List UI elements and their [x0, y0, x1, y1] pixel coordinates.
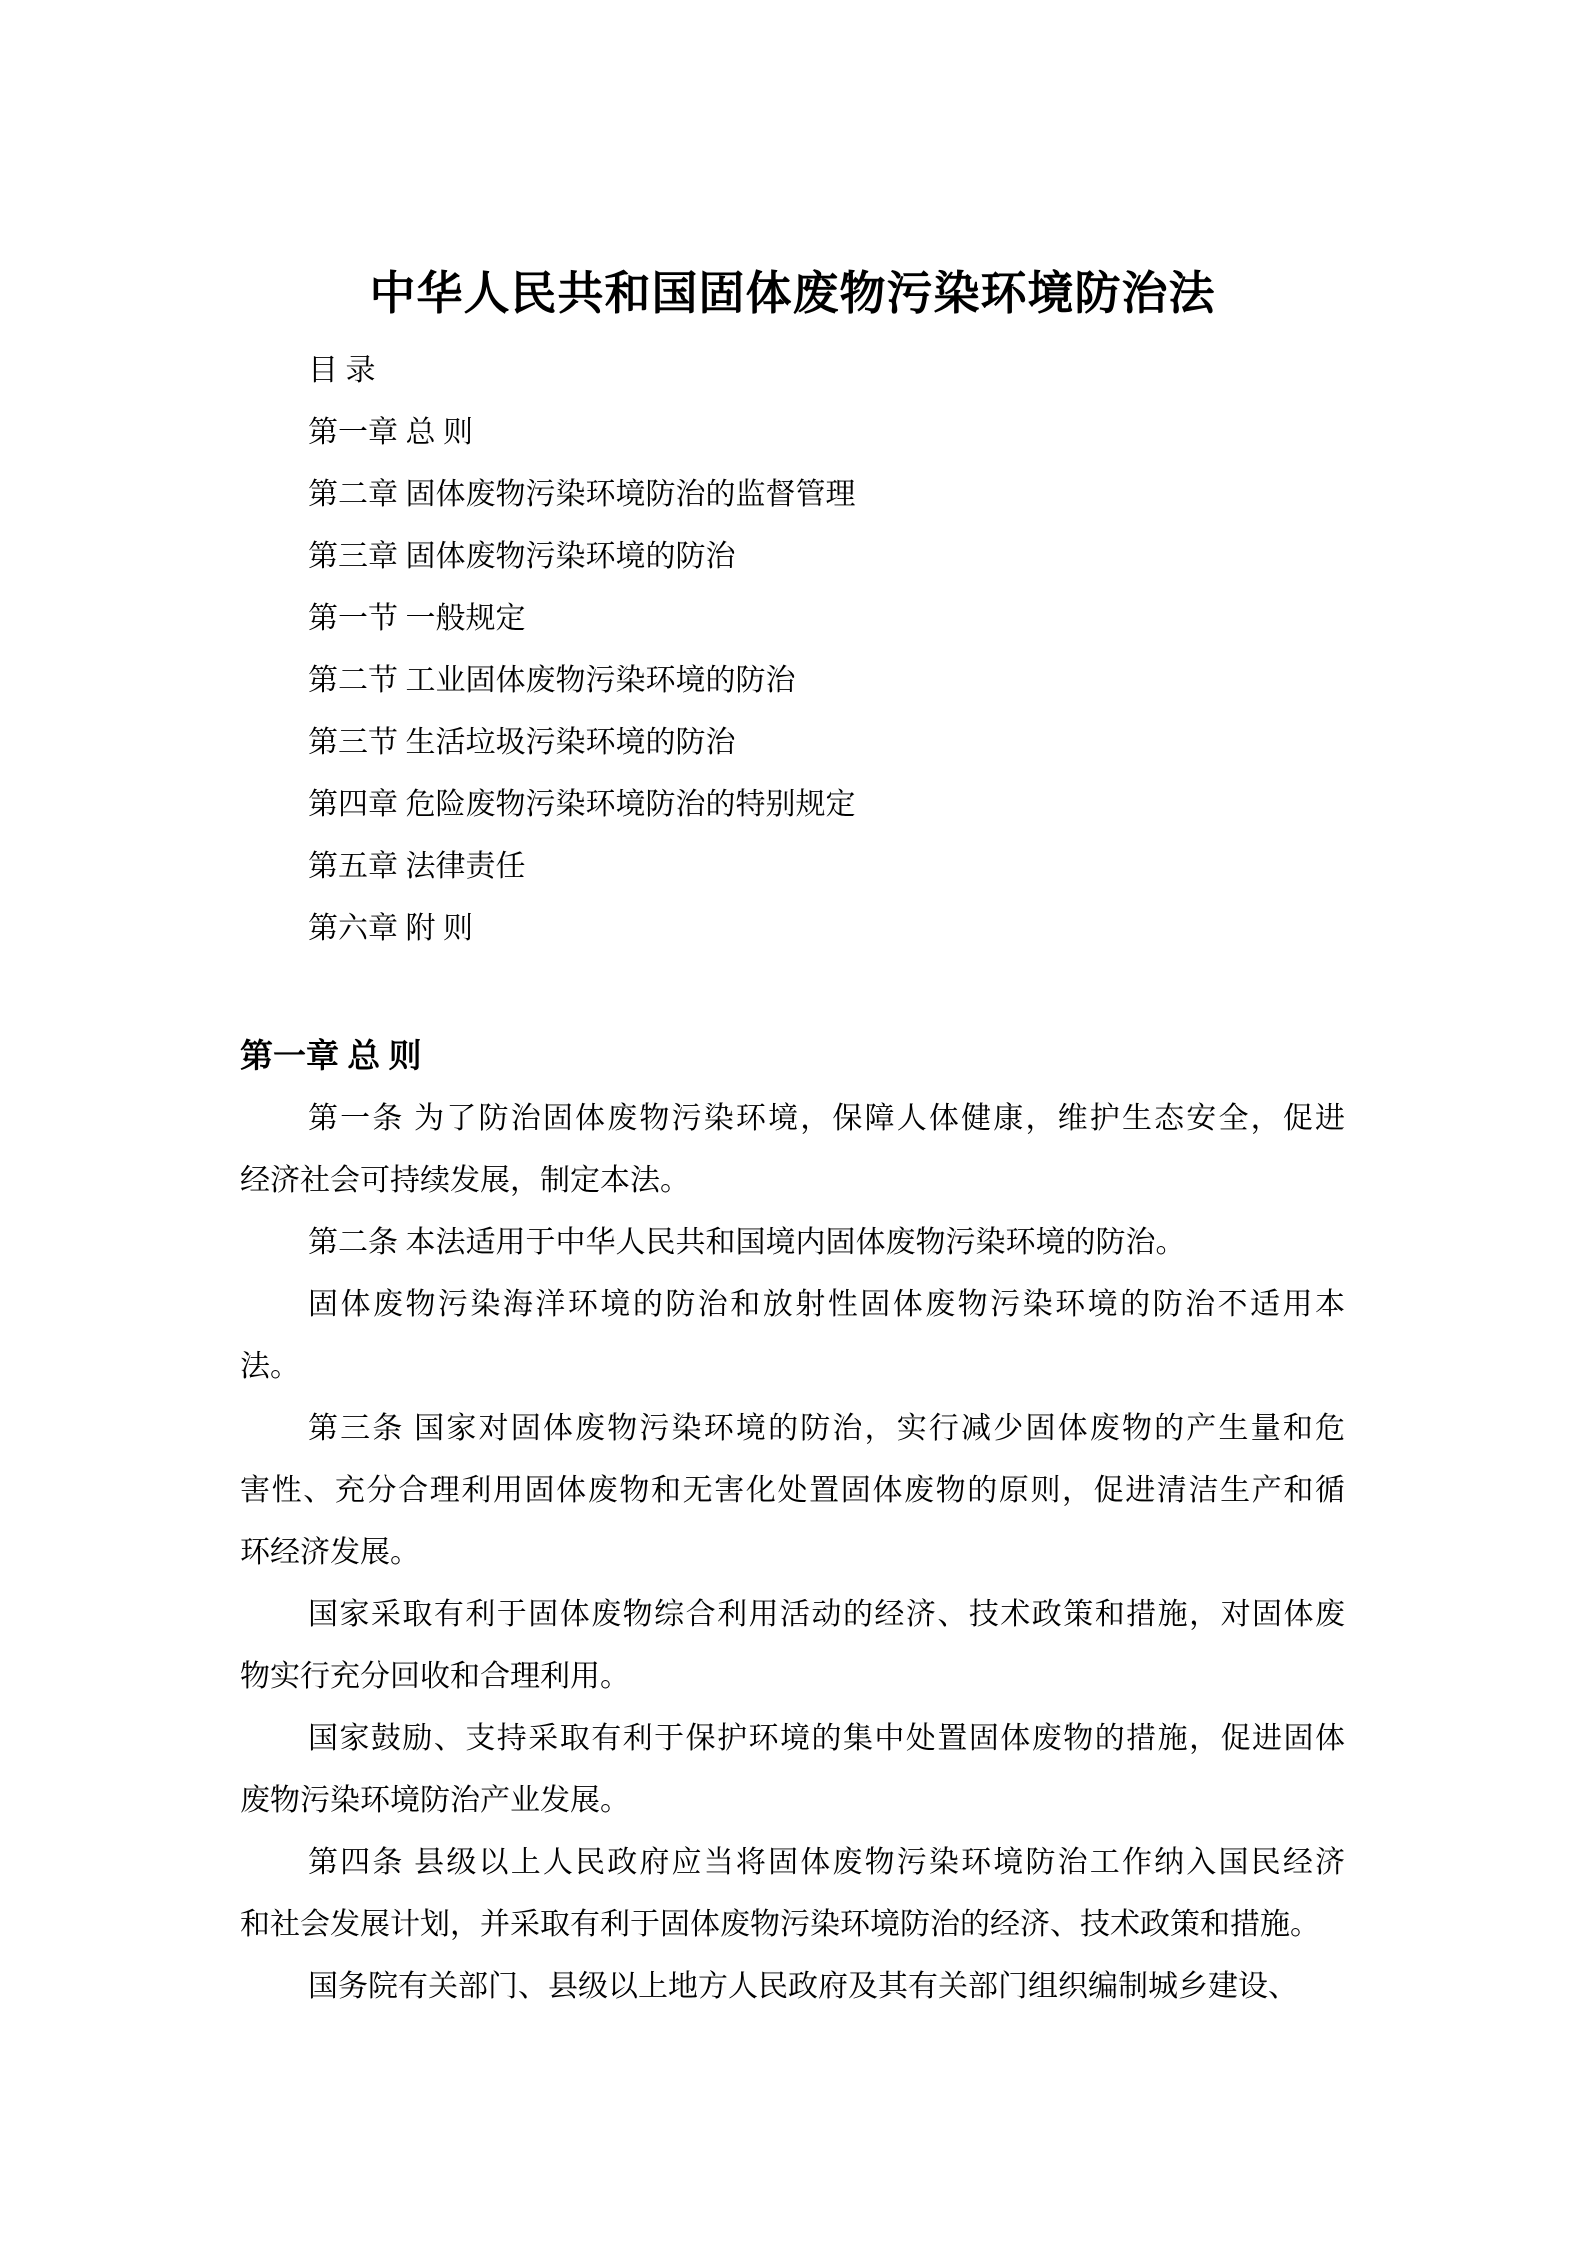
chapter-heading: 第一章 总 则 — [240, 1039, 422, 1075]
paragraph-line: 经济社会可持续发展，制定本法。 — [240, 1164, 690, 1197]
toc-entry: 第一章 总 则 — [308, 416, 473, 449]
toc-entry: 第一节 一般规定 — [308, 602, 526, 635]
paragraph-line: 害性、充分合理利用固体废物和无害化处置固体废物的原则，促进清洁生产和循 — [240, 1474, 1345, 1507]
toc-heading: 目 录 — [308, 354, 376, 387]
paragraph-line: 国务院有关部门、县级以上地方人民政府及其有关部门组织编制城乡建设、 — [308, 1970, 1298, 2003]
document-title: 中华人民共和国固体废物污染环境防治法 — [369, 268, 1216, 319]
paragraph-line: 和社会发展计划，并采取有利于固体废物污染环境防治的经济、技术政策和措施。 — [240, 1908, 1320, 1941]
paragraph-line: 法。 — [240, 1350, 300, 1383]
toc-entry: 第三节 生活垃圾污染环境的防治 — [308, 726, 736, 759]
paragraph-line: 第二条 本法适用于中华人民共和国境内固体废物污染环境的防治。 — [308, 1226, 1186, 1259]
toc-entry: 第二章 固体废物污染环境防治的监督管理 — [308, 478, 856, 511]
paragraph-line: 第四条 县级以上人民政府应当将固体废物污染环境防治工作纳入国民经济 — [308, 1846, 1345, 1879]
paragraph-line: 国家采取有利于固体废物综合利用活动的经济、技术政策和措施，对固体废 — [308, 1598, 1345, 1631]
table-of-contents — [240, 340, 1345, 960]
toc-entry: 第四章 危险废物污染环境防治的特别规定 — [308, 788, 856, 821]
paragraph-line: 国家鼓励、支持采取有利于保护环境的集中处置固体废物的措施，促进固体 — [308, 1722, 1345, 1755]
toc-entry: 第二节 工业固体废物污染环境的防治 — [308, 664, 796, 697]
toc-entry: 第五章 法律责任 — [308, 850, 526, 883]
paragraph-line: 物实行充分回收和合理利用。 — [240, 1660, 630, 1693]
toc-entry: 第三章 固体废物污染环境的防治 — [308, 540, 736, 573]
paragraph-line: 环经济发展。 — [240, 1536, 420, 1569]
paragraph-line: 固体废物污染海洋环境的防治和放射性固体废物污染环境的防治不适用本 — [308, 1288, 1345, 1321]
body-text — [240, 1088, 1345, 2018]
paragraph-line: 第三条 国家对固体废物污染环境的防治，实行减少固体废物的产生量和危 — [308, 1412, 1345, 1445]
paragraph-line: 第一条 为了防治固体废物污染环境，保障人体健康，维护生态安全，促进 — [308, 1102, 1345, 1135]
toc-entry: 第六章 附 则 — [308, 912, 473, 945]
toc-entry-list — [240, 402, 1345, 960]
paragraph-line: 废物污染环境防治产业发展。 — [240, 1784, 630, 1817]
